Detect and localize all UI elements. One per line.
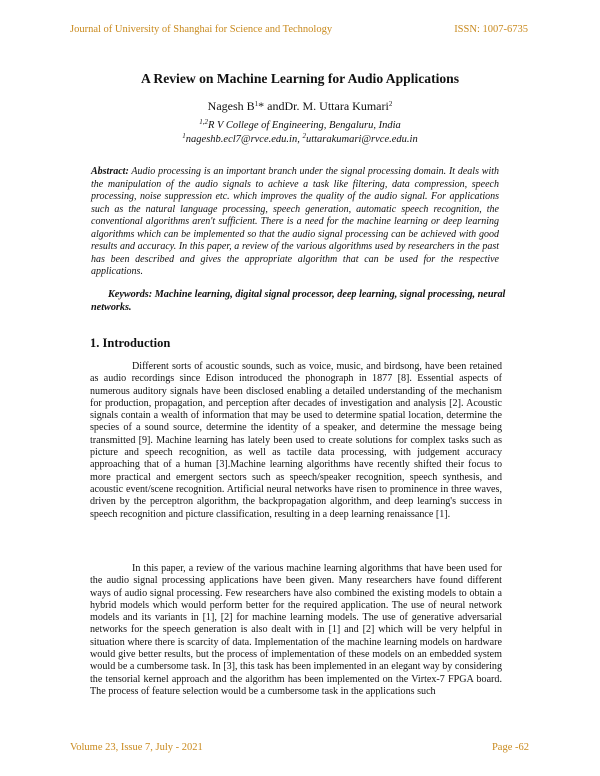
author-1-affiliation-mark: 1 bbox=[254, 100, 259, 108]
paper-title: A Review on Machine Learning for Audio Applications bbox=[140, 71, 460, 86]
email-2-mark: 2 bbox=[302, 132, 306, 140]
email-2: uttarakumari@rvce.edu.in bbox=[305, 134, 418, 145]
volume-issue: Volume 23, Issue 7, July - 2021 bbox=[70, 742, 203, 753]
keywords-label: Keywords: bbox=[108, 289, 153, 300]
keywords bbox=[91, 288, 521, 314]
email-1-mark: 1 bbox=[182, 132, 186, 140]
abstract bbox=[91, 166, 499, 279]
affiliation-text: R V College of Engineering, Bengaluru, India bbox=[207, 120, 401, 131]
issn: ISSN: 1007-6735 bbox=[454, 24, 528, 35]
page-number: Page -62 bbox=[491, 742, 529, 753]
email-1: nageshb.ecl7@rvce.edu.in, bbox=[185, 134, 303, 145]
author-2-affiliation-mark: 2 bbox=[388, 100, 393, 108]
journal-name: Journal of University of Shanghai for Science and Technology bbox=[70, 24, 333, 35]
affiliation bbox=[0, 120, 600, 131]
author-2: * andDr. M. Uttara Kumari bbox=[258, 99, 389, 113]
abstract-label: Abstract: bbox=[91, 166, 129, 177]
keywords-text: Machine learning, digital signal processor, deep learning, signal processing, neural networks. bbox=[91, 289, 506, 313]
body-paragraph-2: In this paper, a review of the various machine learning algorithms that have been used for the audio signal processing applications have been given. Many researchers have found different ways of audio signal processing. Few researchers have also combined the existing models to obtain a hybrid models which would perform better for the required application. The use of neural network models and its variants in [1], [2] for machine learning models. The use of generative adversarial networks for the speech generation is also dealt with in [1] and [2] which will be very helpful in situation where there is scarcity of data. Implementation of the machine learning models on hardware would give better results, but the process of implementation of these models on an embedded system would be a cumbersome task. In [3], this task has been implemented in an elegant way by considering the tensorial kernel approach and the algorithm has been implemented on the Virtex-7 FPGA board. The process of feature selection would be a cumbersome task in the applications such bbox=[90, 563, 502, 697]
author-emails bbox=[0, 134, 600, 145]
section-heading: 1. Introduction bbox=[90, 336, 171, 350]
abstract-text: Audio processing is an important branch under the signal processing domain. It deals with the manipulation of the audio signals to achieve a task like filtering, data compression, speech processing, noise suppression etc. which improves the quality of the audio signal. For applications such as the natural language processing, speech generation, automatic speech recognition, the conventional algorithms aren't sufficient. There is a need for the machine learning or deep learning algorithms which can be implemented so that the audio signal processing can be achieved with good results and accuracy. In this paper, a review of the various algorithms used by researchers in the past has been described and gives the appropriate algorithm that can be used for the respective applications. bbox=[91, 166, 499, 277]
body-paragraph-1: Different sorts of acoustic sounds, such as voice, music, and birdsong, have been retained as audio recordings since Edison introduced the phonograph in 1877 [8]. Essential aspects of numerous auditory signals have been disclosed enabling a detailed understanding of the mechanism for production, propagation, and perception after decades of investigation and analysis [2]. Acoustic signals contain a wealth of information that may be used to determine spatial location, determine the species of a sound source, determine the identity of a speaker, and determine the message being transmitted [9]. Machine learning has lately been used to create solutions for complex tasks such as picture and speech recognition, as well as tactile data processing, with judgement accuracy approaching that of a human [3].Machine learning algorithms have recently shifted their focus to more practical and emergent sectors such as speech/speaker recognition, speech synthesis, and acoustic event/scene recognition. Artificial neural networks have risen to prominence in three waves, driven by the perceptron algorithm, the backpropagation algorithm, and deep learning's success in speech recognition and picture classification, resulting in a deep learning renaissance [1]. bbox=[90, 361, 502, 520]
author-1: Nagesh B bbox=[207, 99, 255, 113]
affiliation-mark: 1,2 bbox=[199, 118, 208, 126]
authors bbox=[0, 99, 600, 114]
